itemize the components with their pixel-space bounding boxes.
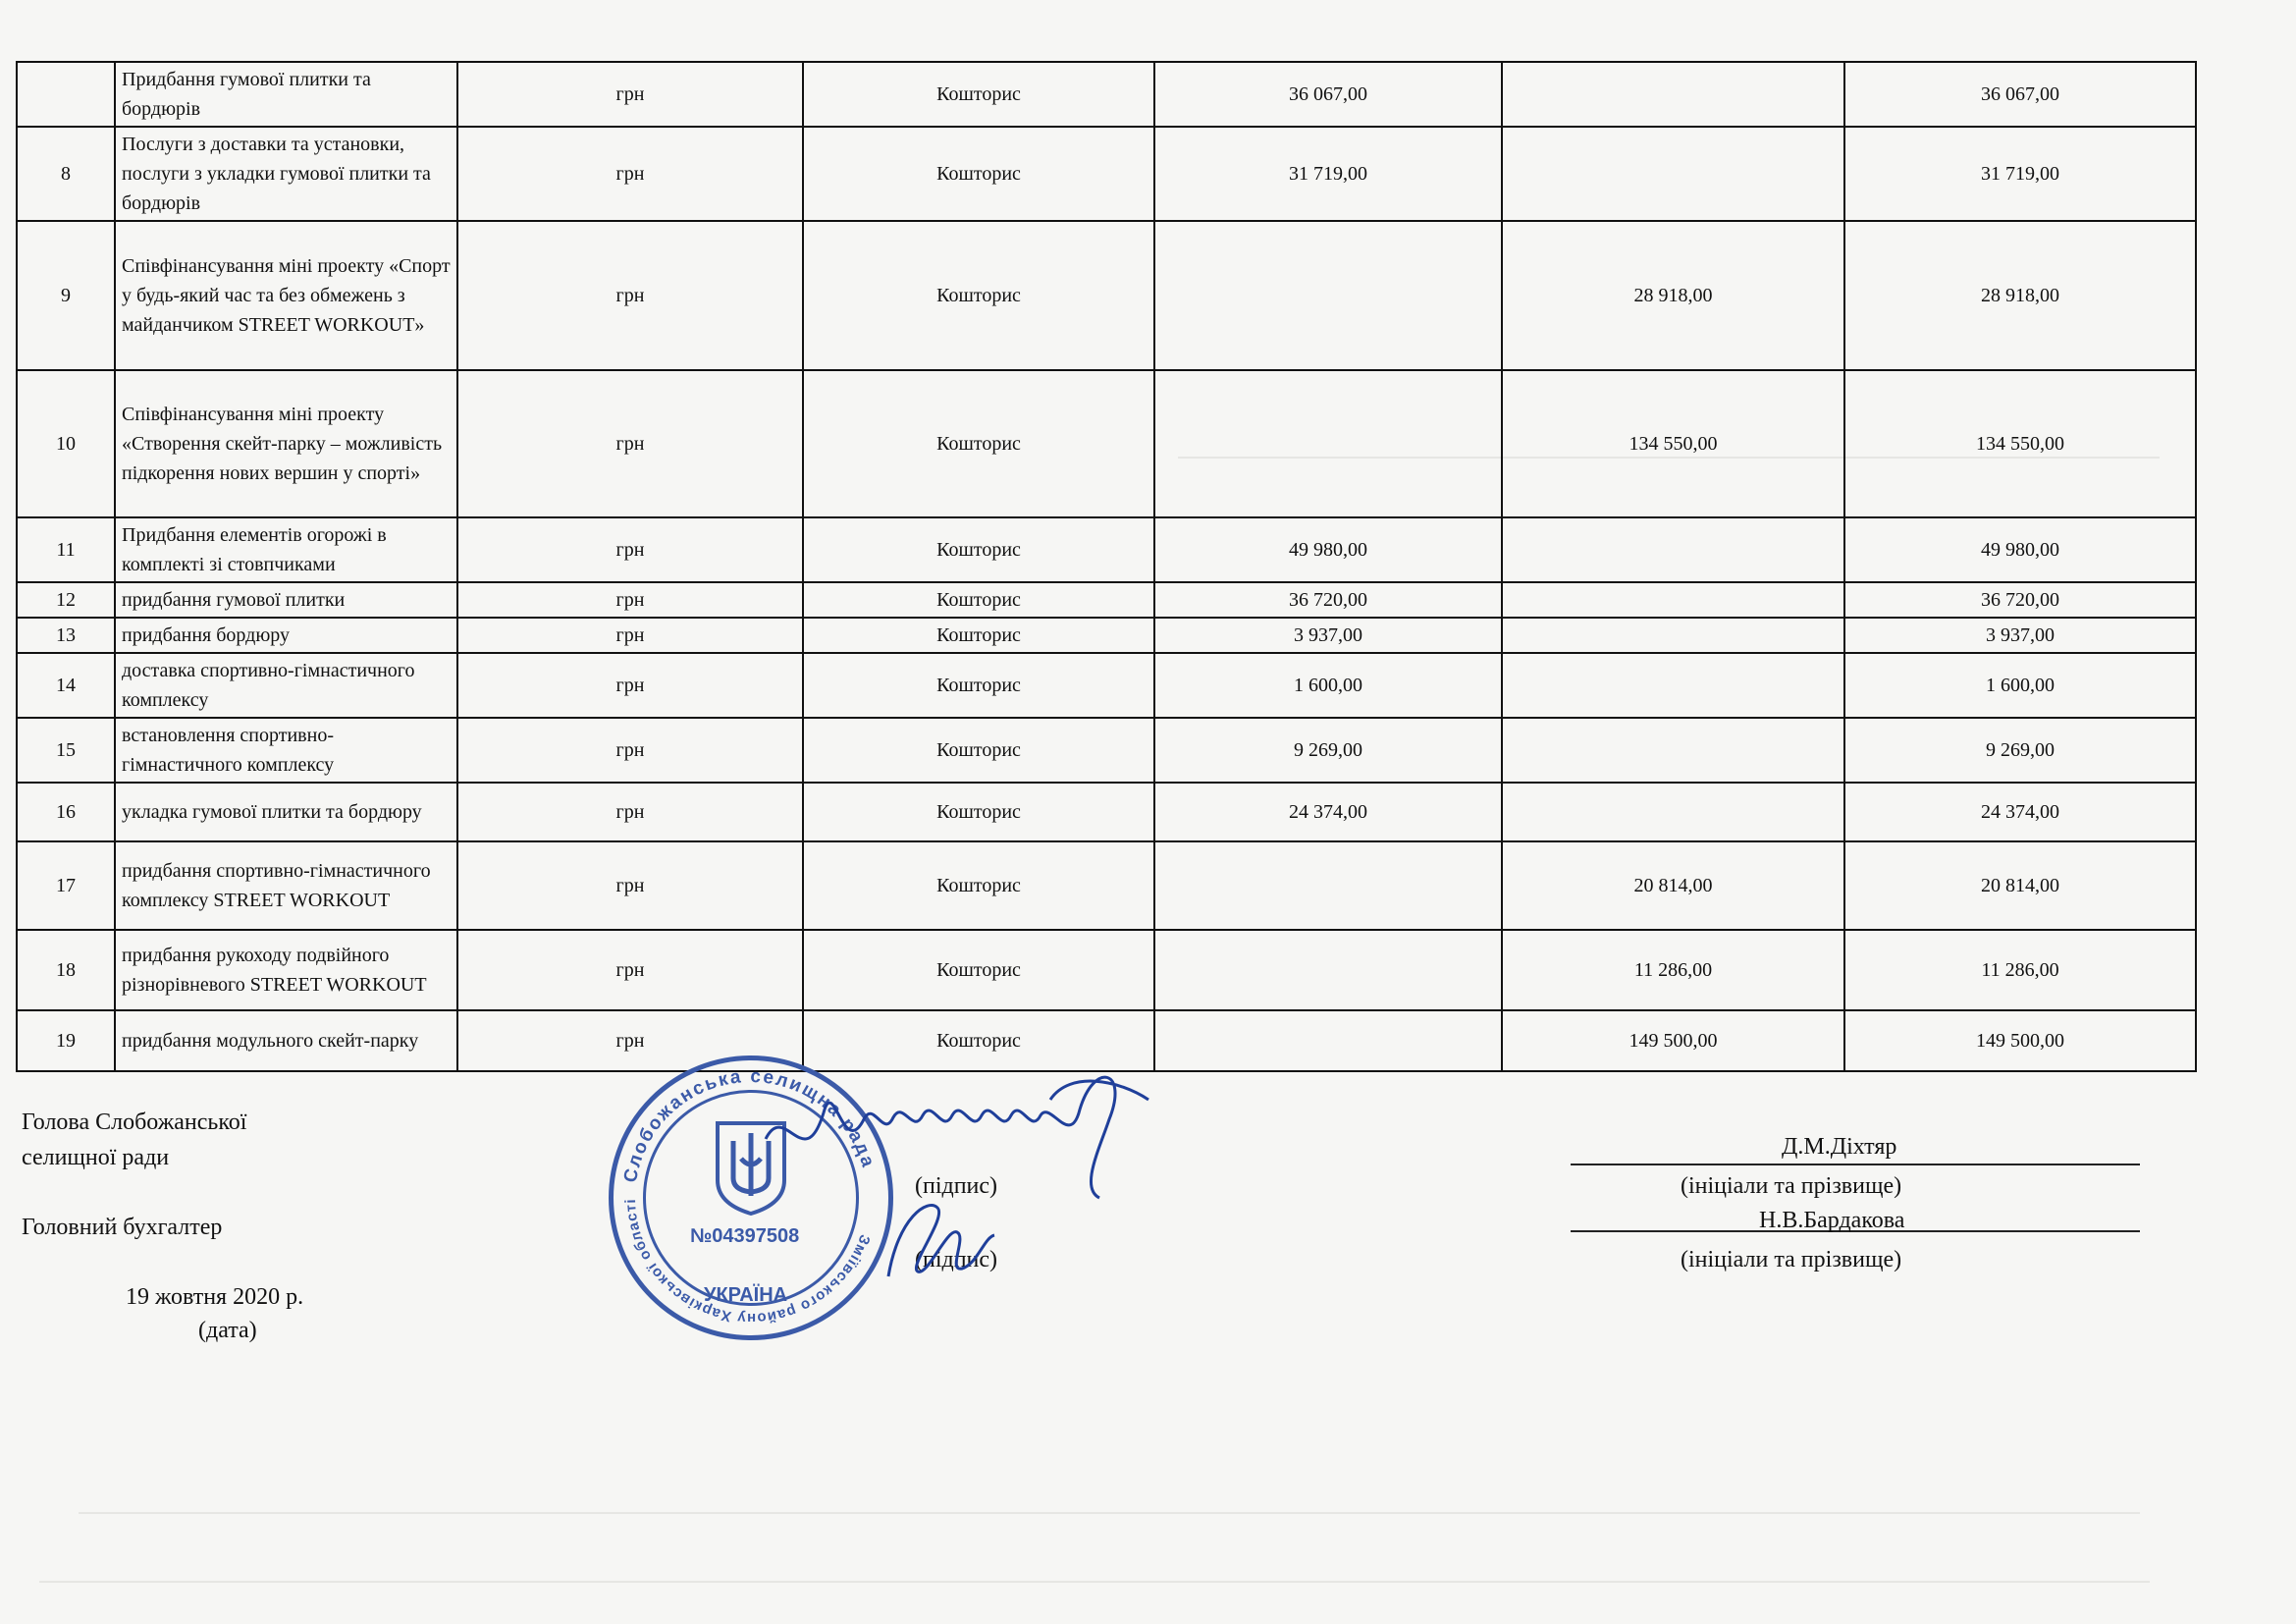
row-value-2: 11 286,00 — [1502, 930, 1844, 1010]
row-number: 13 — [17, 618, 115, 653]
date-value: 19 жовтня 2020 р. — [126, 1284, 304, 1310]
row-name: Співфінансування міні проекту «Створення скейт-парку – можливість підкорення нових вершин у спорті» — [115, 370, 457, 517]
row-value-2: 134 550,00 — [1502, 370, 1844, 517]
row-number: 15 — [17, 718, 115, 783]
row-source: Кошторис — [803, 221, 1154, 370]
row-number: 12 — [17, 582, 115, 618]
row-value-total: 20 814,00 — [1844, 841, 2196, 930]
table-row — [17, 653, 2196, 718]
row-value-total: 36 067,00 — [1844, 62, 2196, 127]
row-value-1: 31 719,00 — [1154, 127, 1502, 221]
row-unit: грн — [457, 127, 803, 221]
row-name: придбання рукоходу подвійного різнорівневого STREET WORKOUT — [115, 930, 457, 1010]
row-value-1: 36 067,00 — [1154, 62, 1502, 127]
accountant-signature — [869, 1178, 1006, 1296]
row-unit: грн — [457, 618, 803, 653]
row-unit: грн — [457, 841, 803, 930]
row-value-total: 49 980,00 — [1844, 517, 2196, 582]
row-number: 14 — [17, 653, 115, 718]
row-source: Кошторис — [803, 62, 1154, 127]
head-name-label: (ініціали та прізвище) — [1681, 1173, 1902, 1199]
budget-table — [16, 61, 2197, 1072]
row-value-1: 24 374,00 — [1154, 783, 1502, 841]
row-source: Кошторис — [803, 618, 1154, 653]
row-source: Кошторис — [803, 841, 1154, 930]
accountant-title: Головний бухгалтер — [22, 1215, 223, 1240]
row-unit: грн — [457, 517, 803, 582]
head-title-line1: Голова Слобожанської — [22, 1110, 247, 1135]
row-number: 8 — [17, 127, 115, 221]
table-row — [17, 127, 2196, 221]
row-unit: грн — [457, 1010, 803, 1071]
row-value-total: 11 286,00 — [1844, 930, 2196, 1010]
row-value-2 — [1502, 653, 1844, 718]
stamp-text-bottom: Зміївського району Харківської області — [621, 1198, 874, 1327]
row-unit: грн — [457, 783, 803, 841]
head-title — [22, 1105, 246, 1175]
row-value-2 — [1502, 127, 1844, 221]
row-value-1 — [1154, 370, 1502, 517]
row-name: Придбання елементів огорожі в комплекті зі стовпчиками — [115, 517, 457, 582]
row-source: Кошторис — [803, 653, 1154, 718]
head-title-line2: селищної ради — [22, 1145, 170, 1170]
row-value-1: 3 937,00 — [1154, 618, 1502, 653]
row-unit: грн — [457, 370, 803, 517]
row-number: 17 — [17, 841, 115, 930]
row-number: 19 — [17, 1010, 115, 1071]
bleed-through-line — [79, 1512, 2140, 1514]
row-name: доставка спортивно-гімнастичного комплексу — [115, 653, 457, 718]
row-name: придбання спортивно-гімнастичного комплексу STREET WORKOUT — [115, 841, 457, 930]
row-source: Кошторис — [803, 582, 1154, 618]
stamp-code: №04397508 — [690, 1225, 800, 1247]
stamp-text-top: Слобожанська селищна рада — [619, 1065, 879, 1185]
row-value-total: 1 600,00 — [1844, 653, 2196, 718]
row-value-1 — [1154, 841, 1502, 930]
row-value-total: 9 269,00 — [1844, 718, 2196, 783]
row-name: Придбання гумової плитки та бордюрів — [115, 62, 457, 127]
row-value-1: 36 720,00 — [1154, 582, 1502, 618]
row-value-total: 134 550,00 — [1844, 370, 2196, 517]
row-value-2 — [1502, 718, 1844, 783]
row-value-total: 31 719,00 — [1844, 127, 2196, 221]
table-row — [17, 841, 2196, 930]
row-number: 9 — [17, 221, 115, 370]
table-row — [17, 582, 2196, 618]
row-value-total: 149 500,00 — [1844, 1010, 2196, 1071]
row-unit: грн — [457, 930, 803, 1010]
stamp-country: УКРАЇНА — [704, 1284, 788, 1306]
row-value-1: 9 269,00 — [1154, 718, 1502, 783]
row-value-2 — [1502, 62, 1844, 127]
row-value-total: 3 937,00 — [1844, 618, 2196, 653]
table-row — [17, 62, 2196, 127]
row-number: 10 — [17, 370, 115, 517]
table-row — [17, 930, 2196, 1010]
row-source: Кошторис — [803, 517, 1154, 582]
row-unit: грн — [457, 221, 803, 370]
row-name: укладка гумової плитки та бордюру — [115, 783, 457, 841]
row-value-2: 149 500,00 — [1502, 1010, 1844, 1071]
row-value-2: 28 918,00 — [1502, 221, 1844, 370]
row-number: 11 — [17, 517, 115, 582]
date-label: (дата) — [198, 1318, 257, 1343]
row-value-total: 36 720,00 — [1844, 582, 2196, 618]
row-source: Кошторис — [803, 1010, 1154, 1071]
row-value-total: 28 918,00 — [1844, 221, 2196, 370]
row-name: Співфінансування міні проекту «Спорт у будь-який час та без обмежень з майданчиком STREET WORKOUT» — [115, 221, 457, 370]
row-source: Кошторис — [803, 370, 1154, 517]
row-unit: грн — [457, 718, 803, 783]
row-value-1 — [1154, 1010, 1502, 1071]
row-name: придбання модульного скейт-парку — [115, 1010, 457, 1071]
table-row — [17, 221, 2196, 370]
row-value-2 — [1502, 783, 1844, 841]
row-number: 16 — [17, 783, 115, 841]
row-number: 18 — [17, 930, 115, 1010]
table-row — [17, 370, 2196, 517]
row-value-2 — [1502, 517, 1844, 582]
row-name: встановлення спортивно-гімнастичного комплексу — [115, 718, 457, 783]
table-row — [17, 618, 2196, 653]
row-unit: грн — [457, 582, 803, 618]
row-source: Кошторис — [803, 718, 1154, 783]
row-number — [17, 62, 115, 127]
accountant-sign-label: (підпис) — [915, 1247, 998, 1272]
row-value-1: 49 980,00 — [1154, 517, 1502, 582]
row-source: Кошторис — [803, 127, 1154, 221]
table-row — [17, 517, 2196, 582]
table-row — [17, 718, 2196, 783]
accountant-name: Н.В.Бардакова — [1759, 1208, 1905, 1233]
row-name: Послуги з доставки та установки, послуги з укладки гумової плитки та бордюрів — [115, 127, 457, 221]
row-unit: грн — [457, 653, 803, 718]
accountant-name-label: (ініціали та прізвище) — [1681, 1247, 1902, 1272]
row-value-total: 24 374,00 — [1844, 783, 2196, 841]
row-value-2: 20 814,00 — [1502, 841, 1844, 930]
row-name: придбання бордюру — [115, 618, 457, 653]
row-value-1 — [1154, 221, 1502, 370]
head-name: Д.М.Діхтяр — [1782, 1134, 1897, 1160]
row-value-2 — [1502, 618, 1844, 653]
row-source: Кошторис — [803, 783, 1154, 841]
head-sign-label: (підпис) — [915, 1173, 998, 1199]
row-value-2 — [1502, 582, 1844, 618]
row-value-1: 1 600,00 — [1154, 653, 1502, 718]
row-unit: грн — [457, 62, 803, 127]
row-name: придбання гумової плитки — [115, 582, 457, 618]
row-source: Кошторис — [803, 930, 1154, 1010]
table-row — [17, 783, 2196, 841]
row-value-1 — [1154, 930, 1502, 1010]
bleed-through-line — [39, 1581, 2150, 1583]
